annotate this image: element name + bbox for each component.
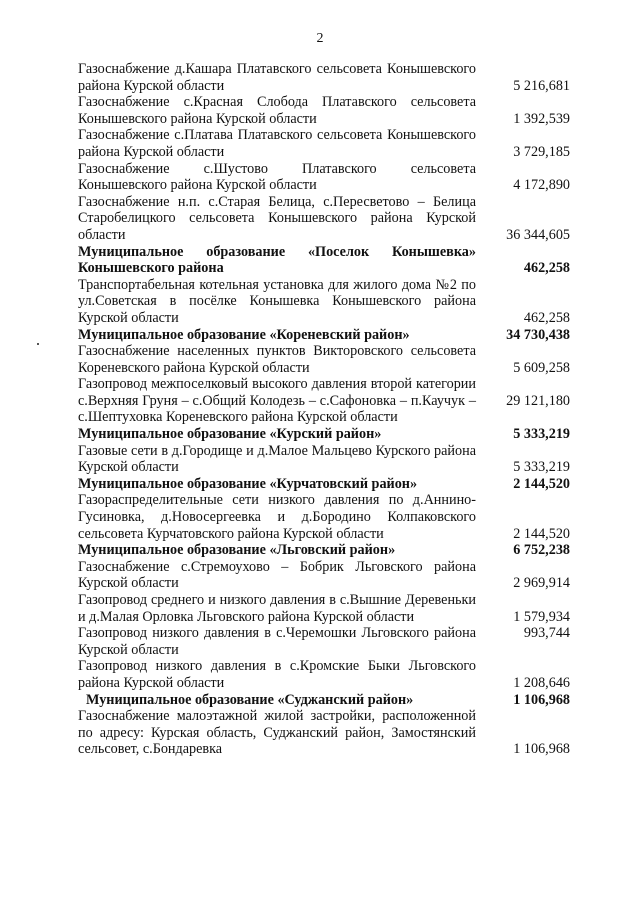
municipality-total: 2 144,520: [513, 475, 570, 492]
project-amount: 1 208,646: [513, 674, 570, 691]
municipality-row: [78, 426, 570, 443]
scan-speck: [37, 343, 39, 345]
project-amount: 1 579,934: [513, 608, 570, 625]
municipality-row: [78, 542, 570, 559]
project-row: [78, 94, 570, 127]
municipality-name: Муниципальное образование «Суджанский район»: [86, 691, 414, 708]
project-description: Газоснабжение д.Кашара Платавского сельсовета Конышевского района Курской области: [78, 61, 476, 94]
project-description: Газопровод среднего и низкого давления в с.Вышние Деревеньки и д.Малая Орловка Льговского района Курской области: [78, 592, 476, 625]
municipality-total: 462,258: [523, 260, 570, 277]
project-row: [78, 61, 570, 94]
project-row: [78, 658, 570, 691]
municipality-name: Муниципальное образование «Льговский район»: [78, 542, 396, 559]
project-amount: 2 144,520: [513, 525, 570, 542]
project-row: [78, 559, 570, 592]
municipality-total: 5 333,219: [513, 426, 570, 443]
project-row: [78, 127, 570, 160]
project-row: [78, 343, 570, 376]
project-description: Газоснабжение с.Платава Платавского сельсовета Конышевского района Курской области: [78, 127, 476, 160]
project-row: [78, 194, 570, 244]
project-amount: 29 121,180: [506, 392, 570, 409]
project-row: [78, 625, 570, 658]
municipality-name: Муниципальное образование «Поселок Конышевка» Конышевского района: [78, 243, 476, 277]
project-description: Газовые сети в д.Городище и д.Малое Мальцево Курского района Курской области: [78, 442, 476, 476]
project-row: [78, 492, 570, 542]
project-amount: 5 609,258: [513, 359, 570, 376]
project-row: [78, 277, 570, 327]
project-row: [78, 708, 570, 758]
project-row: [78, 161, 570, 194]
project-amount: 462,258: [523, 309, 570, 326]
project-row: [78, 376, 570, 426]
project-description: Газоснабжение н.п. с.Старая Белица, с.Пересветово – Белица Старобелицкого сельсовета Конышевского района Курской области: [78, 193, 476, 243]
municipality-total: 1 106,968: [513, 691, 570, 708]
project-amount: 1 392,539: [513, 110, 570, 127]
project-description: Транспортабельная котельная установка для жилого дома №2 по ул.Советская в посёлке Конышевка Конышевского района Курской области: [78, 276, 476, 326]
project-description: Газораспределительные сети низкого давления по д.Аннино-Гусиновка, д.Новосергеевка и д.Бородино Колпаковского сельсовета Курчатовского района Курской области: [78, 492, 476, 542]
project-row: [78, 443, 570, 476]
project-description: Газоснабжение малоэтажной жилой застройки, расположенной по адресу: Курская область, Суджанский район, Замостянский сельсовет, с.Бондаревка: [78, 708, 476, 758]
project-amount: 5 333,219: [513, 459, 570, 476]
municipality-row: [78, 692, 570, 709]
project-description: Газоснабжение с.Красная Слобода Платавского сельсовета Конышевского района Курской области: [78, 94, 476, 127]
municipality-name: Муниципальное образование «Кореневский район»: [78, 326, 410, 343]
project-row: [78, 592, 570, 625]
project-description: Газопровод межпоселковый высокого давления второй категории с.Верхняя Груня – с.Общий Колодезь – с.Сафоновка – п.Каучук – с.Шептуховка Кореневского района Курской области: [78, 376, 476, 426]
project-amount: 3 729,185: [513, 143, 570, 160]
municipality-row: [78, 327, 570, 344]
project-amount: 4 172,890: [513, 177, 570, 194]
budget-table: [78, 61, 570, 758]
project-amount: 5 216,681: [513, 77, 570, 94]
project-amount: 36 344,605: [506, 226, 570, 243]
project-amount: 2 969,914: [513, 575, 570, 592]
project-amount: 993,744: [523, 625, 570, 642]
project-description: Газоснабжение с.Шустово Платавского сельсовета Конышевского района Курской области: [78, 160, 476, 194]
municipality-row: [78, 476, 570, 493]
municipality-row: [78, 244, 570, 277]
municipality-name: Муниципальное образование «Курский район»: [78, 426, 382, 443]
page-number: 2: [316, 31, 324, 46]
municipality-total: 6 752,238: [513, 542, 570, 559]
municipality-name: Муниципальное образование «Курчатовский район»: [78, 475, 418, 492]
project-description: Газопровод низкого давления в с.Черемошки Льговского района Курской области: [78, 625, 476, 658]
project-description: Газоснабжение населенных пунктов Викторовского сельсовета Кореневского района Курской области: [78, 343, 476, 376]
municipality-total: 34 730,438: [506, 326, 570, 343]
project-amount: 1 106,968: [513, 741, 570, 758]
project-description: Газоснабжение с.Стремоухово – Бобрик Льговского района Курской области: [78, 558, 476, 592]
project-description: Газопровод низкого давления в с.Кромские Быки Льговского района Курской области: [78, 658, 476, 691]
